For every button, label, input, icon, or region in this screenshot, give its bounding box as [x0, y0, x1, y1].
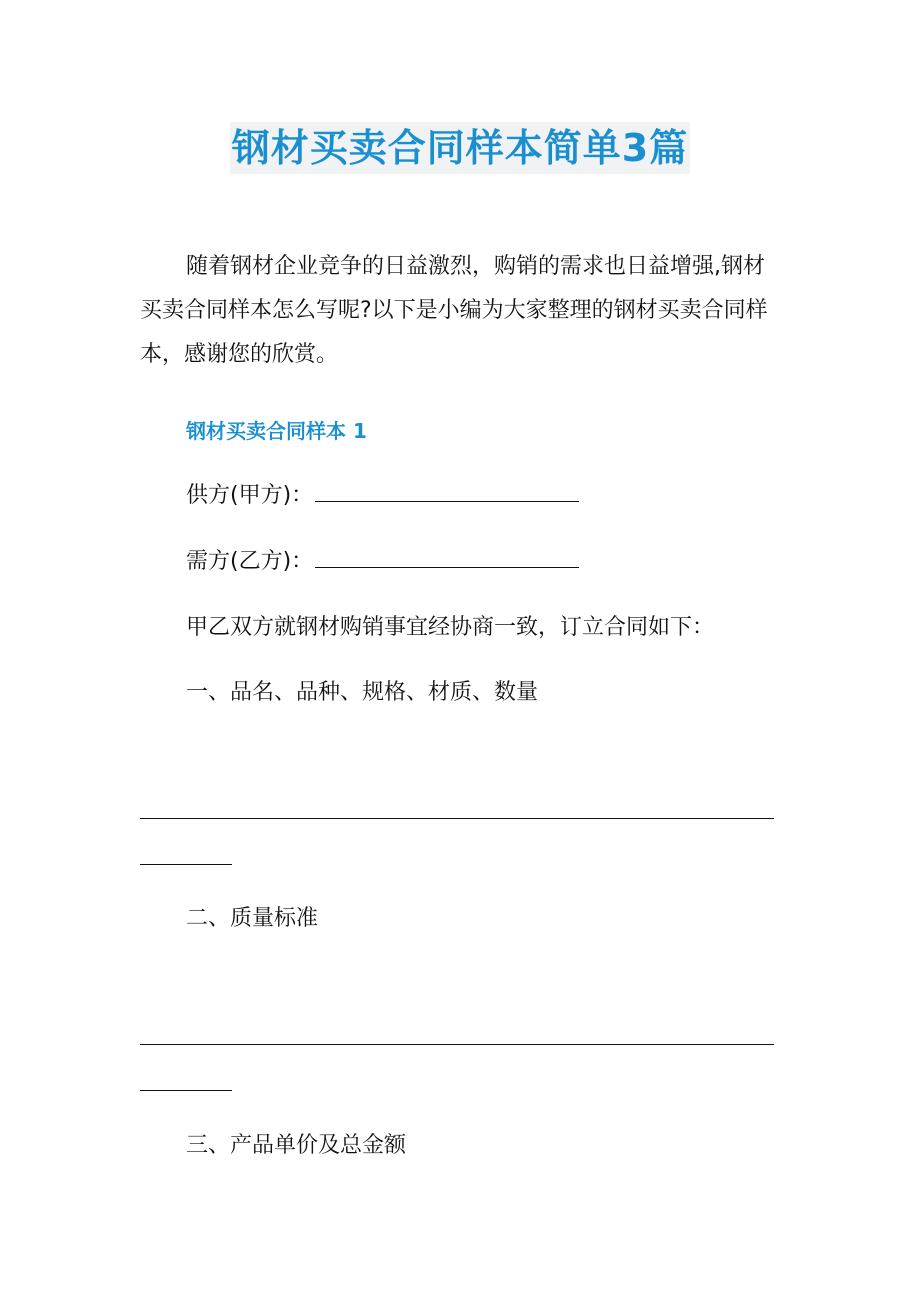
clause-1-fill-line-end [140, 864, 232, 865]
document-title: 钢材买卖合同样本简单3篇 [230, 122, 690, 174]
clause-2-heading: 二、质量标准 [186, 906, 319, 931]
party-b-label: 需方(乙方)： [186, 549, 314, 574]
party-b-blank [315, 549, 579, 568]
clause-2-fill-line-end [140, 1090, 232, 1091]
section-heading: 钢材买卖合同样本 1 [186, 419, 367, 443]
title-container [0, 122, 920, 174]
party-a-line [140, 474, 780, 518]
clause-2-fill-line [140, 1044, 774, 1045]
party-a-label: 供方(甲方)： [186, 483, 314, 508]
clause-1-fill-line [140, 818, 774, 819]
clause-3-heading: 三、产品单价及总金额 [186, 1133, 407, 1158]
intro-paragraph: 随着钢材企业竞争的日益激烈，购销的需求也日益增强,钢材买卖合同样本怎么写呢?以下是小编为大家整理的钢材买卖合同样本，感谢您的欣赏。 [140, 254, 768, 367]
party-b-line [140, 540, 780, 584]
party-a-blank [315, 483, 579, 502]
clause-1-heading: 一、品名、品种、规格、材质、数量 [186, 680, 539, 705]
agreement-paragraph: 甲乙双方就钢材购销事宜经协商一致，订立合同如下： [186, 615, 715, 640]
